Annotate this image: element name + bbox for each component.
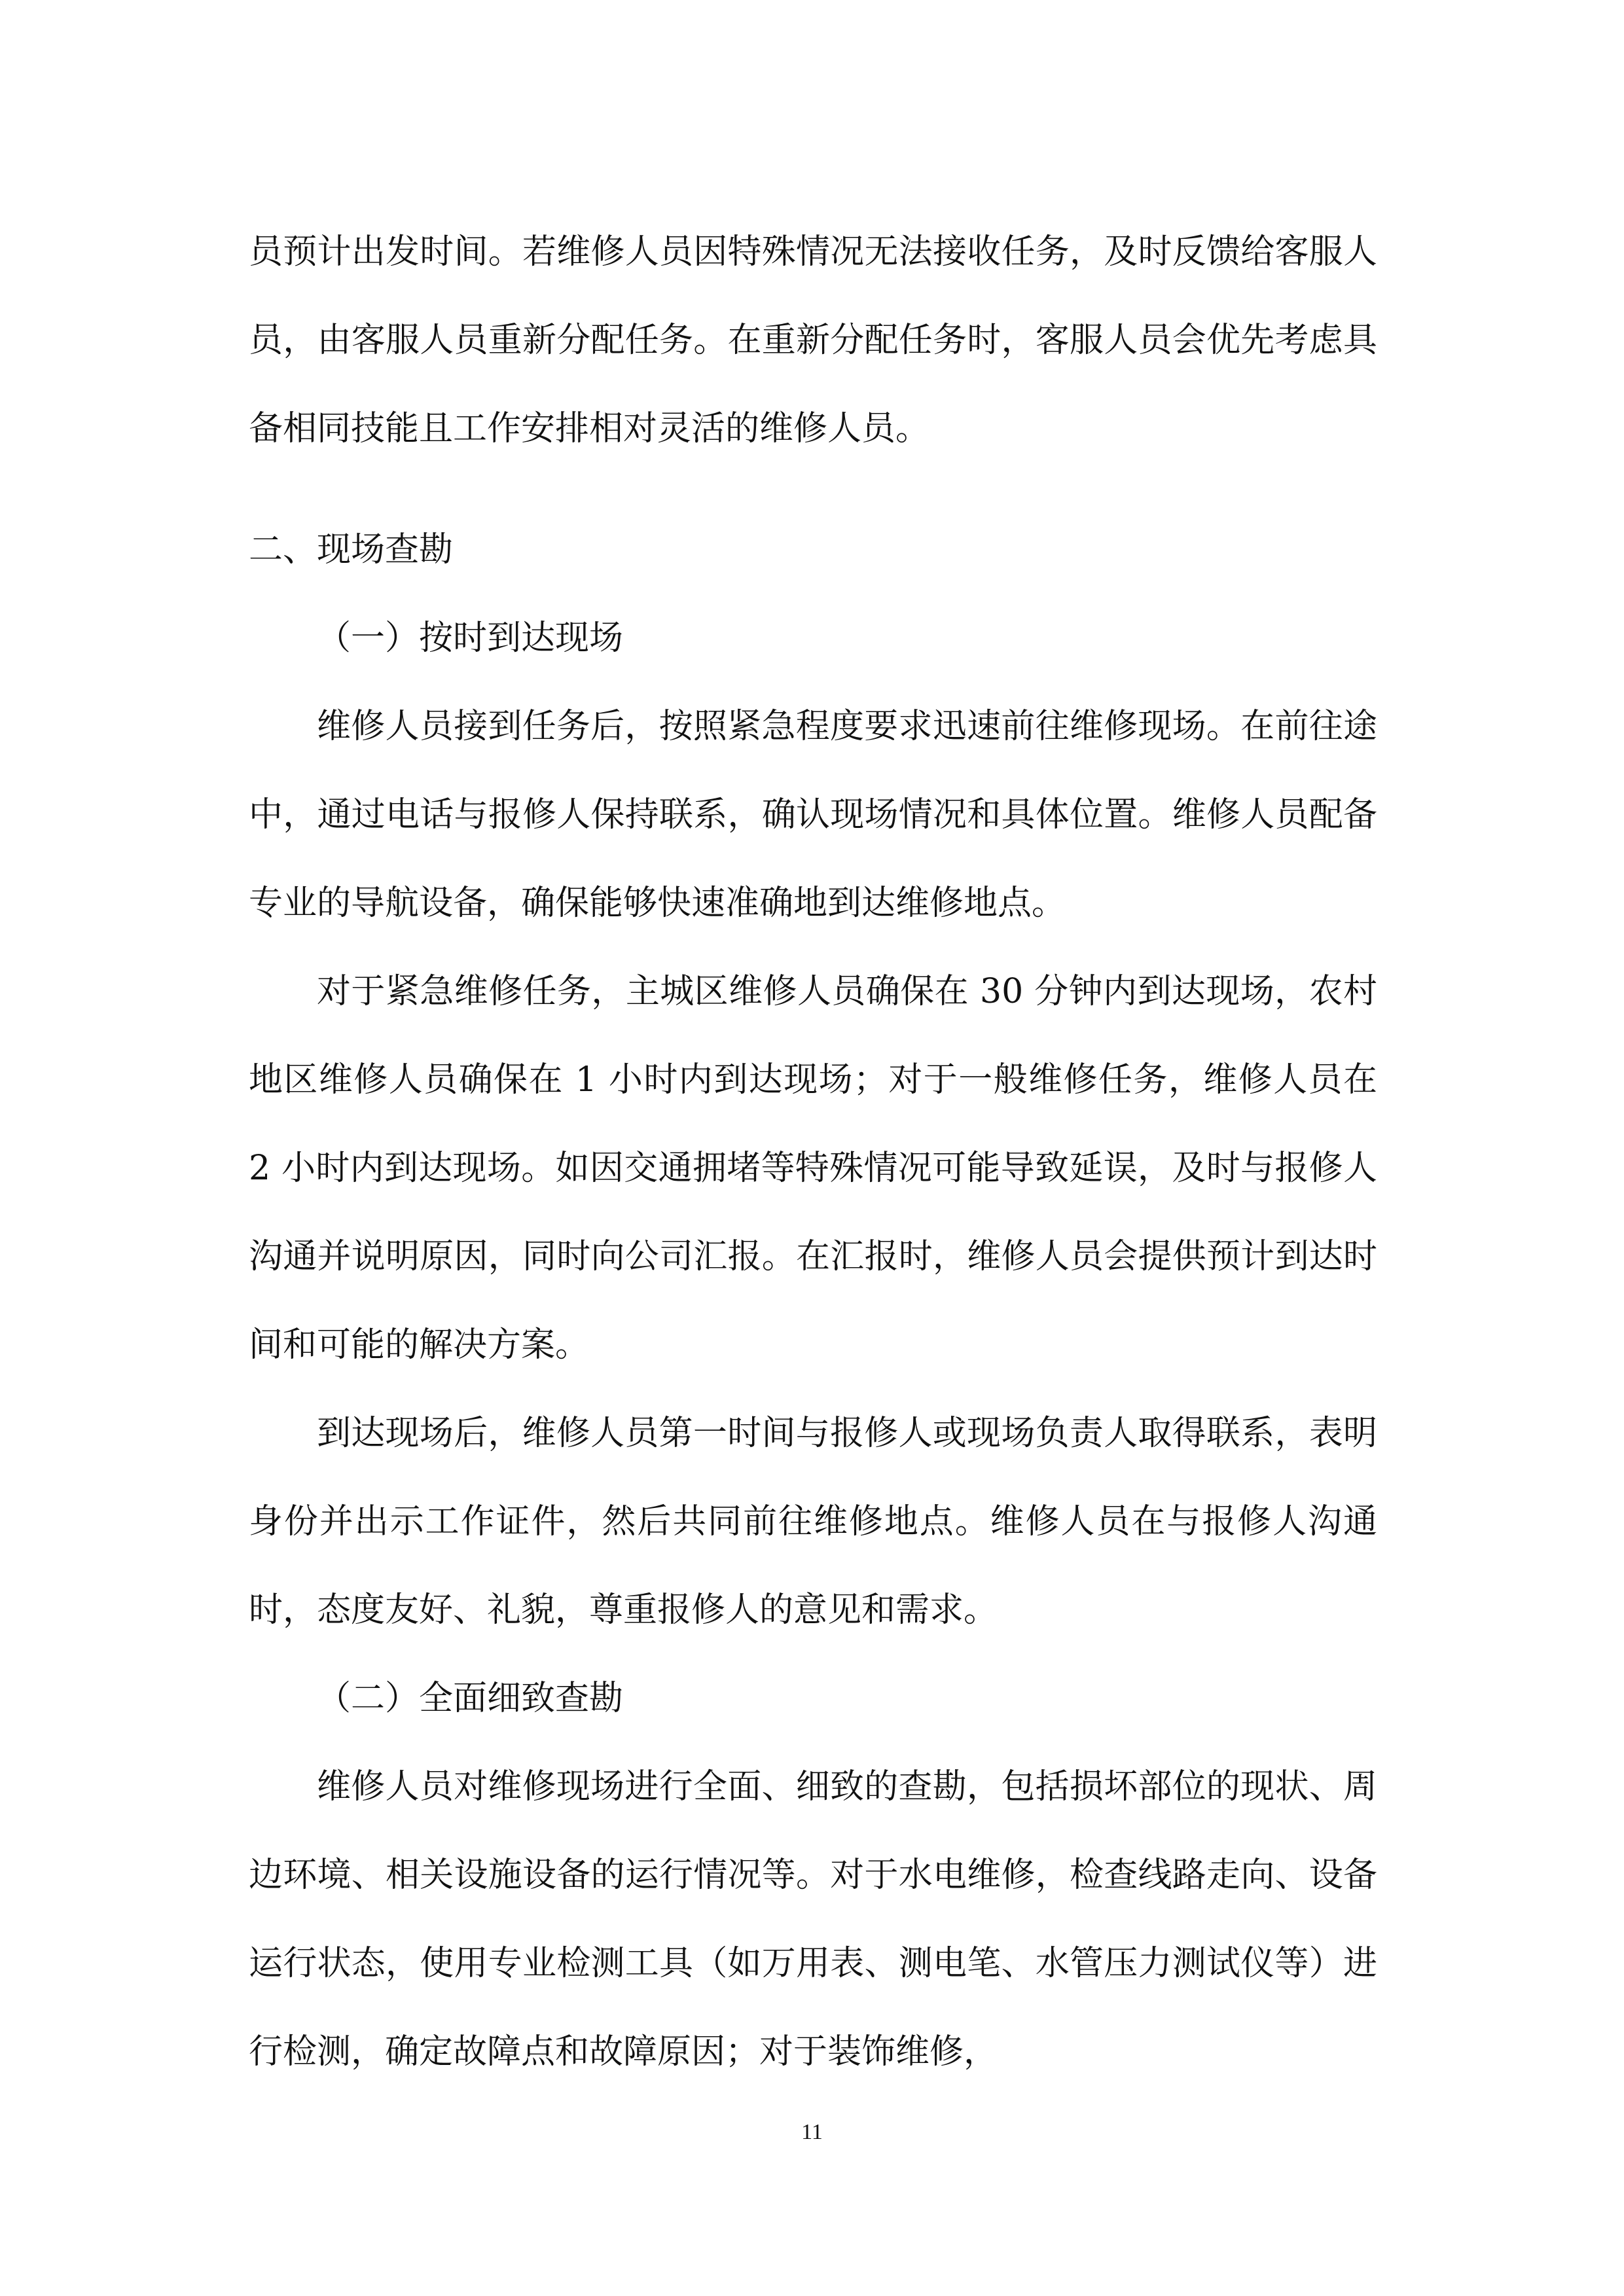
section-heading: 二、现场查勘 bbox=[249, 530, 454, 569]
body-paragraph: 对于紧急维修任务，主城区维修人员确保在 30 分钟内到达现场，农村地区维修人员确保在 1 小时内到达现场；对于一般维修任务，维修人员在 2 小时内到达现场。如因交通拥堵等特殊情况可能导致延误，及时与报修人沟通并说明原因，同时向公司汇报。在汇报时，维修人员会提供预计到达时间和可能的解决方案。 bbox=[249, 972, 1377, 1365]
document-body bbox=[249, 208, 1377, 2096]
body-paragraph: 到达现场后，维修人员第一时间与报修人或现场负责人取得联系，表明身份并出示工作证件，然后共同前往维修地点。维修人员在与报修人沟通时，态度友好、礼貌，尊重报修人的意见和需求。 bbox=[249, 1414, 1377, 1630]
subsection-heading: （一）按时到达现场 bbox=[317, 619, 624, 658]
page-number: 11 bbox=[801, 2120, 823, 2144]
body-paragraph: 维修人员接到任务后，按照紧急程度要求迅速前往维修现场。在前往途中，通过电话与报修人保持联系，确认现场情况和具体位置。维修人员配备专业的导航设备，确保能够快速准确地到达维修地点。 bbox=[249, 707, 1377, 923]
subsection-heading: （二）全面细致查勘 bbox=[317, 1679, 624, 1718]
body-paragraph: 维修人员对维修现场进行全面、细致的查勘，包括损坏部位的现状、周边环境、相关设施设备的运行情况等。对于水电维修，检查线路走向、设备运行状态，使用专业检测工具（如万用表、测电笔、水管压力测试仪等）进行检测，确定故障点和故障原因；对于装饰维修， bbox=[249, 1767, 1377, 2072]
continuation-paragraph: 员预计出发时间。若维修人员因特殊情况无法接收任务，及时反馈给客服人员，由客服人员重新分配任务。在重新分配任务时，客服人员会优先考虑具备相同技能且工作安排相对灵活的维修人员。 bbox=[249, 232, 1377, 448]
